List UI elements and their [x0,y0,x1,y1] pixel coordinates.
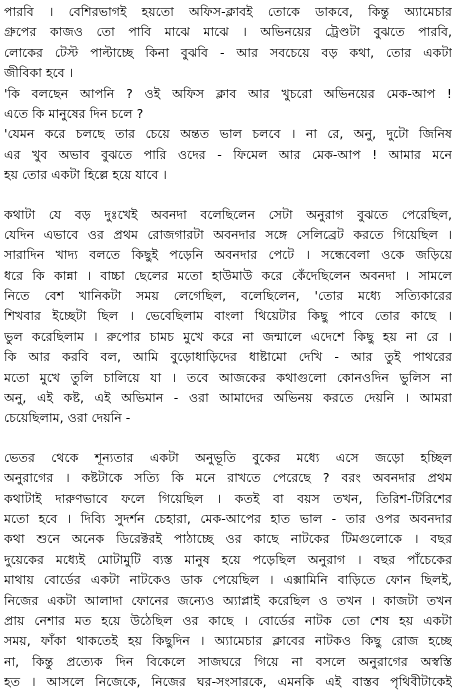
text-line: নিজের একটা আলাদা ফোনের জন্যেও অ্যাপ্লাই করেছিল ও তখন । কাজটা তখন [4,592,452,608]
text-line: কথা শুনে অনেক ডিরেক্টরই পাঠাচ্ছে ওর কাছে নাটকের টিমগুলোকে । বছর [4,531,452,547]
paragraph-1 [4,2,452,84]
text-line: 'কি বলছেন আপনি ? ওই অফিস ক্লাব আর খুচরো অভিনয়ের মেক-আপ ! [4,85,452,101]
text-line: না, কিন্তু প্রত্যেক দিন বিকেলে সাজঘরে গিয়ে না বসলে অনুরাগের অস্বস্তি [4,653,452,669]
text-line: হত । আসলে নিজেকে, নিজের ঘর-সংসারকে, এমনকি এই বাস্তব পৃথিবীটাকেই [4,674,452,690]
text-line: নিতে বেশ খানিকটা সময় লেগেছিল, বলেছিলেন, 'তোর মধ্যে সত্যিকারের [4,288,452,304]
paragraph-3 [4,124,452,185]
text-line: ধরে কি কান্না । বাচ্চা ছেলের মতো হাউমাউ করে কেঁদেছিলেন অবনদা । সামলে [4,267,452,283]
text-line: যেদিন এভাবে ওর প্রথম রোজগারটা অবনদার সঙ্গে সেলিব্রেট করতে গিয়েছিল । [4,226,452,242]
text-line: লোকের টেস্ট পাল্টাচ্ছে কিনা বুঝবি - আর সবচেয়ে বড় কথা, তোর একটা [4,44,452,60]
text-line: সারাদিন খাদ্য বলতে কিছুই পড়েনি অবনদার পেটে । সন্ধেবেলা ওকে জড়িয়ে [4,247,452,263]
text-line: শিখবার ইচ্ছেটা ছিল । ভেবেছিলাম বাংলা থিয়েটার কিছু পাবে তোর কাছে । [4,308,452,324]
paragraph-2 [4,84,452,125]
text-line: চেয়েছিলাম, ওরা দেয়নি - [4,410,131,426]
text-line: সময়, ফাঁকা থাকতেই হয় কিছুদিন । অ্যামেচার ক্লাবের নাটকও কিছু রোজ হচ্ছে [4,633,452,649]
text-line: কি আর করবি বল, আমি বুড়োধাড়িদের ধাষ্টামো দেখি - আর তুই পাথরের [4,349,452,365]
text-line: হয় তোর একটা হিল্লে হয়ে যাবে । [4,167,167,183]
paragraph-spacer [4,429,452,448]
text-line: প্রায় নেশার মত হয়ে উঠেছিল ওর কাছে । বোর্ডের নাটক তো শেষ হয় একটা [4,612,452,628]
text-line: এতে কি মানুষের দিন চলে ? [4,105,144,121]
text-line: মতো মুখে তুলি চালিয়ে যা । তবে আজকের কথাগুলো কোনওদিন ভুলিস না [4,369,452,385]
text-line: অনু, এই কষ্ট, এই অভিমান - ওরা আমাদের অভিনয় করতে দেয়নি । আমরা [4,390,452,406]
text-line: ভুল করেছিলাম । রুপোর চামচ মুখে করে না জন্মালে এদেশে কিছু হয় না রে । [4,328,452,344]
paragraph-5 [4,448,452,693]
text-line: দুয়েকের মধ্যেই মোটামুটি ব্যস্ত মানুষ হয়ে পড়েছিল অনুরাগ । বছর পাঁচেকের [4,551,452,567]
text-line: অনুরাগের । কষ্টটাকে সত্যি কি মনে রাখতে পেরেছে ? বরং অবনদার প্রথম [4,470,452,486]
text-line: জীবিকা হবে । [4,65,74,81]
paragraph-spacer [4,186,452,205]
text-line: এর খুব অভাব বুঝতে পারি ওদের - ফিমেল আর মেক-আপ ! আমার মনে [4,146,452,162]
text-line: গ্রুপের কাজও তো পাবি মাঝে মাঝে । অভিনয়ের ট্রেণ্ডটা বুঝতে পারবি, [4,24,452,40]
text-line: পারবি । বেশিরভাগই হয়তো অফিস-ক্লাবই তোকে ডাকবে, কিন্তু অ্যামেচার [4,4,452,19]
text-line: কথাটা যে বড় দুঃখেই অবনদা বলেছিলেন সেটা অনুরাগ বুঝতে পেরেছিল, [4,206,452,222]
text-line: 'যেমন করে চলছে তার চেয়ে অন্তত ভাল চলবে । না রে, অনু, দুটো জিনিষ [4,126,452,142]
text-line: মাথায় বোর্ডের একটা নাটকেও ডাক পেয়েছিল । এক্সামিনি বাড়িতে ফোন ছিলই, [4,572,452,588]
text-line: ভেতর থেকে শূন্যতার একটা অনুভূতি বুকের মধ্যে এসে জড়ো হচ্ছিল [4,449,452,465]
paragraph-4 [4,205,452,429]
text-line: মতো হবে । দিব্যি সুদর্শন চেহারা, মেক-আপের হাত ভাল - তার ওপর অবনদার [4,510,452,526]
text-line: কথাটাই দারুণভাবে ফলে গিয়েছিল । কতই বা বয়স তখন, তিরিশ-টিরিশের [4,490,452,506]
